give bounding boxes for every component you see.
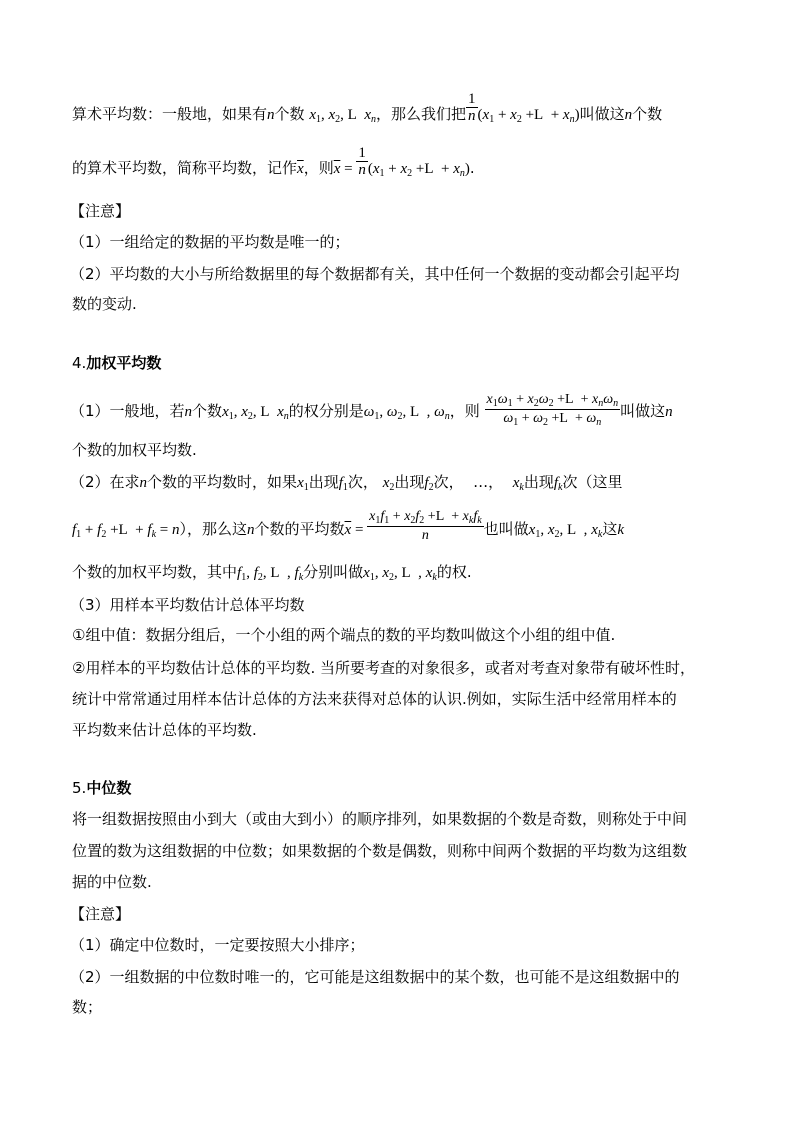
median-definition-1: 将一组数据按照由小到大（或由大到小）的顺序排列，如果数据的个数是奇数，则称处于中间 — [72, 810, 688, 828]
text: 次， — [433, 473, 464, 491]
section-number: 4. — [72, 354, 87, 372]
text: 个数 — [632, 105, 663, 123]
text: 个数 — [192, 402, 223, 420]
formula-x-list: $x_1$, $x_2$, L $x_n$ — [222, 404, 289, 422]
fraction-1-over-n: $\frac{1}{n}$ — [358, 145, 366, 178]
mean-definition-line-2 — [72, 145, 475, 179]
text: 出现 — [394, 473, 425, 491]
note-item-1: （1）确定中位数时，一定要按照大小排序； — [70, 936, 365, 954]
text: 个数 — [274, 105, 305, 123]
text: 叫做这 — [620, 402, 666, 420]
sample-estimate-text-3: 平均数来估计总体的平均数. — [72, 721, 257, 739]
formula-x-list: $x_1$, $x_2$, L $x_n$ — [309, 107, 376, 125]
text: 个数的加权平均数，其中 — [72, 563, 238, 581]
text: ，则 — [303, 159, 334, 177]
text: 也叫做 — [483, 520, 529, 538]
text: （1）一般地，若 — [70, 402, 185, 420]
text: …， — [473, 473, 504, 491]
fraction-1-over-n: $\frac{1}{n}$ — [468, 91, 476, 124]
text: ，则 — [449, 402, 480, 420]
sample-estimate-text-2: 统计中常常通过用样本估计总体的方法来获得对总体的认识.例如，实际生活中经常用样本的 — [72, 690, 677, 708]
mean-definition-line-1 — [72, 91, 663, 125]
text: 次， — [347, 473, 378, 491]
section-4-heading — [72, 353, 161, 373]
text: 算术平均数：一般地，如果有 — [72, 105, 268, 123]
text: 出现 — [308, 473, 339, 491]
text: 次（这里 — [562, 473, 623, 491]
weighted-mean-fraction: $\frac{x_1\omega_1 + x_2\omega_2 +L + x_n\omega_n}{\omega_1 + \omega_2 +L + \omega_n}$ — [486, 392, 619, 428]
note-title: 【注意】 — [70, 905, 131, 923]
text: 个数的平均数时，如果 — [147, 473, 298, 491]
text: ），那么这 — [179, 520, 248, 538]
note-title: 【注意】 — [70, 202, 131, 220]
x-bar: $\overline{x}$ — [297, 161, 304, 177]
text: 个数的平均数 — [254, 520, 345, 538]
text: 分别叫做 — [303, 563, 364, 581]
section-title: 中位数 — [86, 779, 132, 797]
note-item-2-cont: 数； — [72, 998, 103, 1016]
weighted-mean-line-3: $f_1 + f_2 +L + f_k = n$），那么这n个数的平均数$\overline{x}$ = $\frac{x_1f_1 + x_2f_2 +L + x_kf_k}{n}$ 也叫做$x_1$, $x_2$, L , $x_k$这k — [72, 509, 624, 543]
median-definition-2: 位置的数为这组数据的中位数；如果数据的个数是偶数，则称中间两个数据的平均数为这组数 — [72, 842, 688, 860]
text: 叫做这 — [579, 105, 625, 123]
text: 这 — [602, 520, 618, 538]
formula-sum: $(x_1 + x_2 +L + x_n)$ — [367, 161, 470, 179]
var-n: n — [267, 107, 275, 123]
frequency-mean-fraction: $\frac{x_1f_1 + x_2f_2 +L + x_kf_k}{n}$ — [369, 509, 482, 543]
median-definition-3: 据的中位数. — [72, 873, 152, 891]
note-item-2: （2）一组数据的中位数时唯一的，它可能是这组数据中的某个数，也可能不是这组数据中的 — [70, 968, 680, 986]
note-item-1: （1）一组给定的数据的平均数是唯一的； — [70, 233, 350, 251]
weighted-mean-line-4: 个数的加权平均数，其中$f_1$, $f_2$, L , $f_k$分别叫做$x_1$, $x_2$, L , $x_k$的权. — [72, 563, 472, 583]
section-number: 5. — [72, 779, 87, 797]
formula-xbar: $\overline{x}$ = — [333, 161, 357, 177]
text: 的算术平均数，简称平均数，记作 — [72, 159, 298, 177]
text: （2）在求 — [70, 473, 140, 491]
weighted-mean-line-1: （1）一般地，若n个数$x_1$, $x_2$, L $x_n$的权分别是$\omega_1$, $\omega_2$, L , $\omega_n$，则 $\frac{x_1\omega_1 + x_2\omega_2 +L + x_n\omega_n}{\omega_1 + \omega_2 +L + \omega_n}$ 叫做这n — [70, 392, 673, 428]
text: 的权分别是 — [288, 402, 364, 420]
var-n: n — [624, 107, 633, 123]
text: . — [469, 159, 475, 177]
text: 出现 — [523, 473, 554, 491]
group-midpoint-text: ①组中值：数据分组后，一个小组的两个端点的数的平均数叫做这个小组的组中值. — [72, 626, 616, 644]
section-title: 加权平均数 — [86, 354, 162, 372]
text: 的权. — [436, 563, 472, 581]
formula-f-sum: $f_1 + f_2 +L + f_k = n$ — [72, 522, 180, 540]
sample-estimate-text-1: ②用样本的平均数估计总体的平均数. 当所要考查的对象很多，或者对考查对象带有破坏性时， — [72, 659, 695, 677]
sample-mean-heading: （3）用样本平均数估计总体平均数 — [70, 596, 305, 614]
text: ，那么我们把 — [376, 105, 467, 123]
weighted-mean-line-2: （2）在求n个数的平均数时，如果$x_1$出现$f_1$次， $x_2$出现$f_2$次， …， $x_k$出现$f_k$次（这里 — [70, 473, 623, 493]
formula-weights: $\omega_1$, $\omega_2$, L , $\omega_n$ — [363, 404, 450, 422]
note-item-2-cont: 数的变动. — [72, 295, 137, 313]
formula-sum: $(x_1 + x_2 +L + x_n)$ — [477, 107, 580, 125]
weighted-mean-line-1-cont: 个数的加权平均数. — [72, 441, 197, 459]
section-5-heading — [72, 778, 131, 798]
note-item-2: （2）平均数的大小与所给数据里的每个数据都有关，其中任何一个数据的变动都会引起平均 — [70, 265, 680, 283]
